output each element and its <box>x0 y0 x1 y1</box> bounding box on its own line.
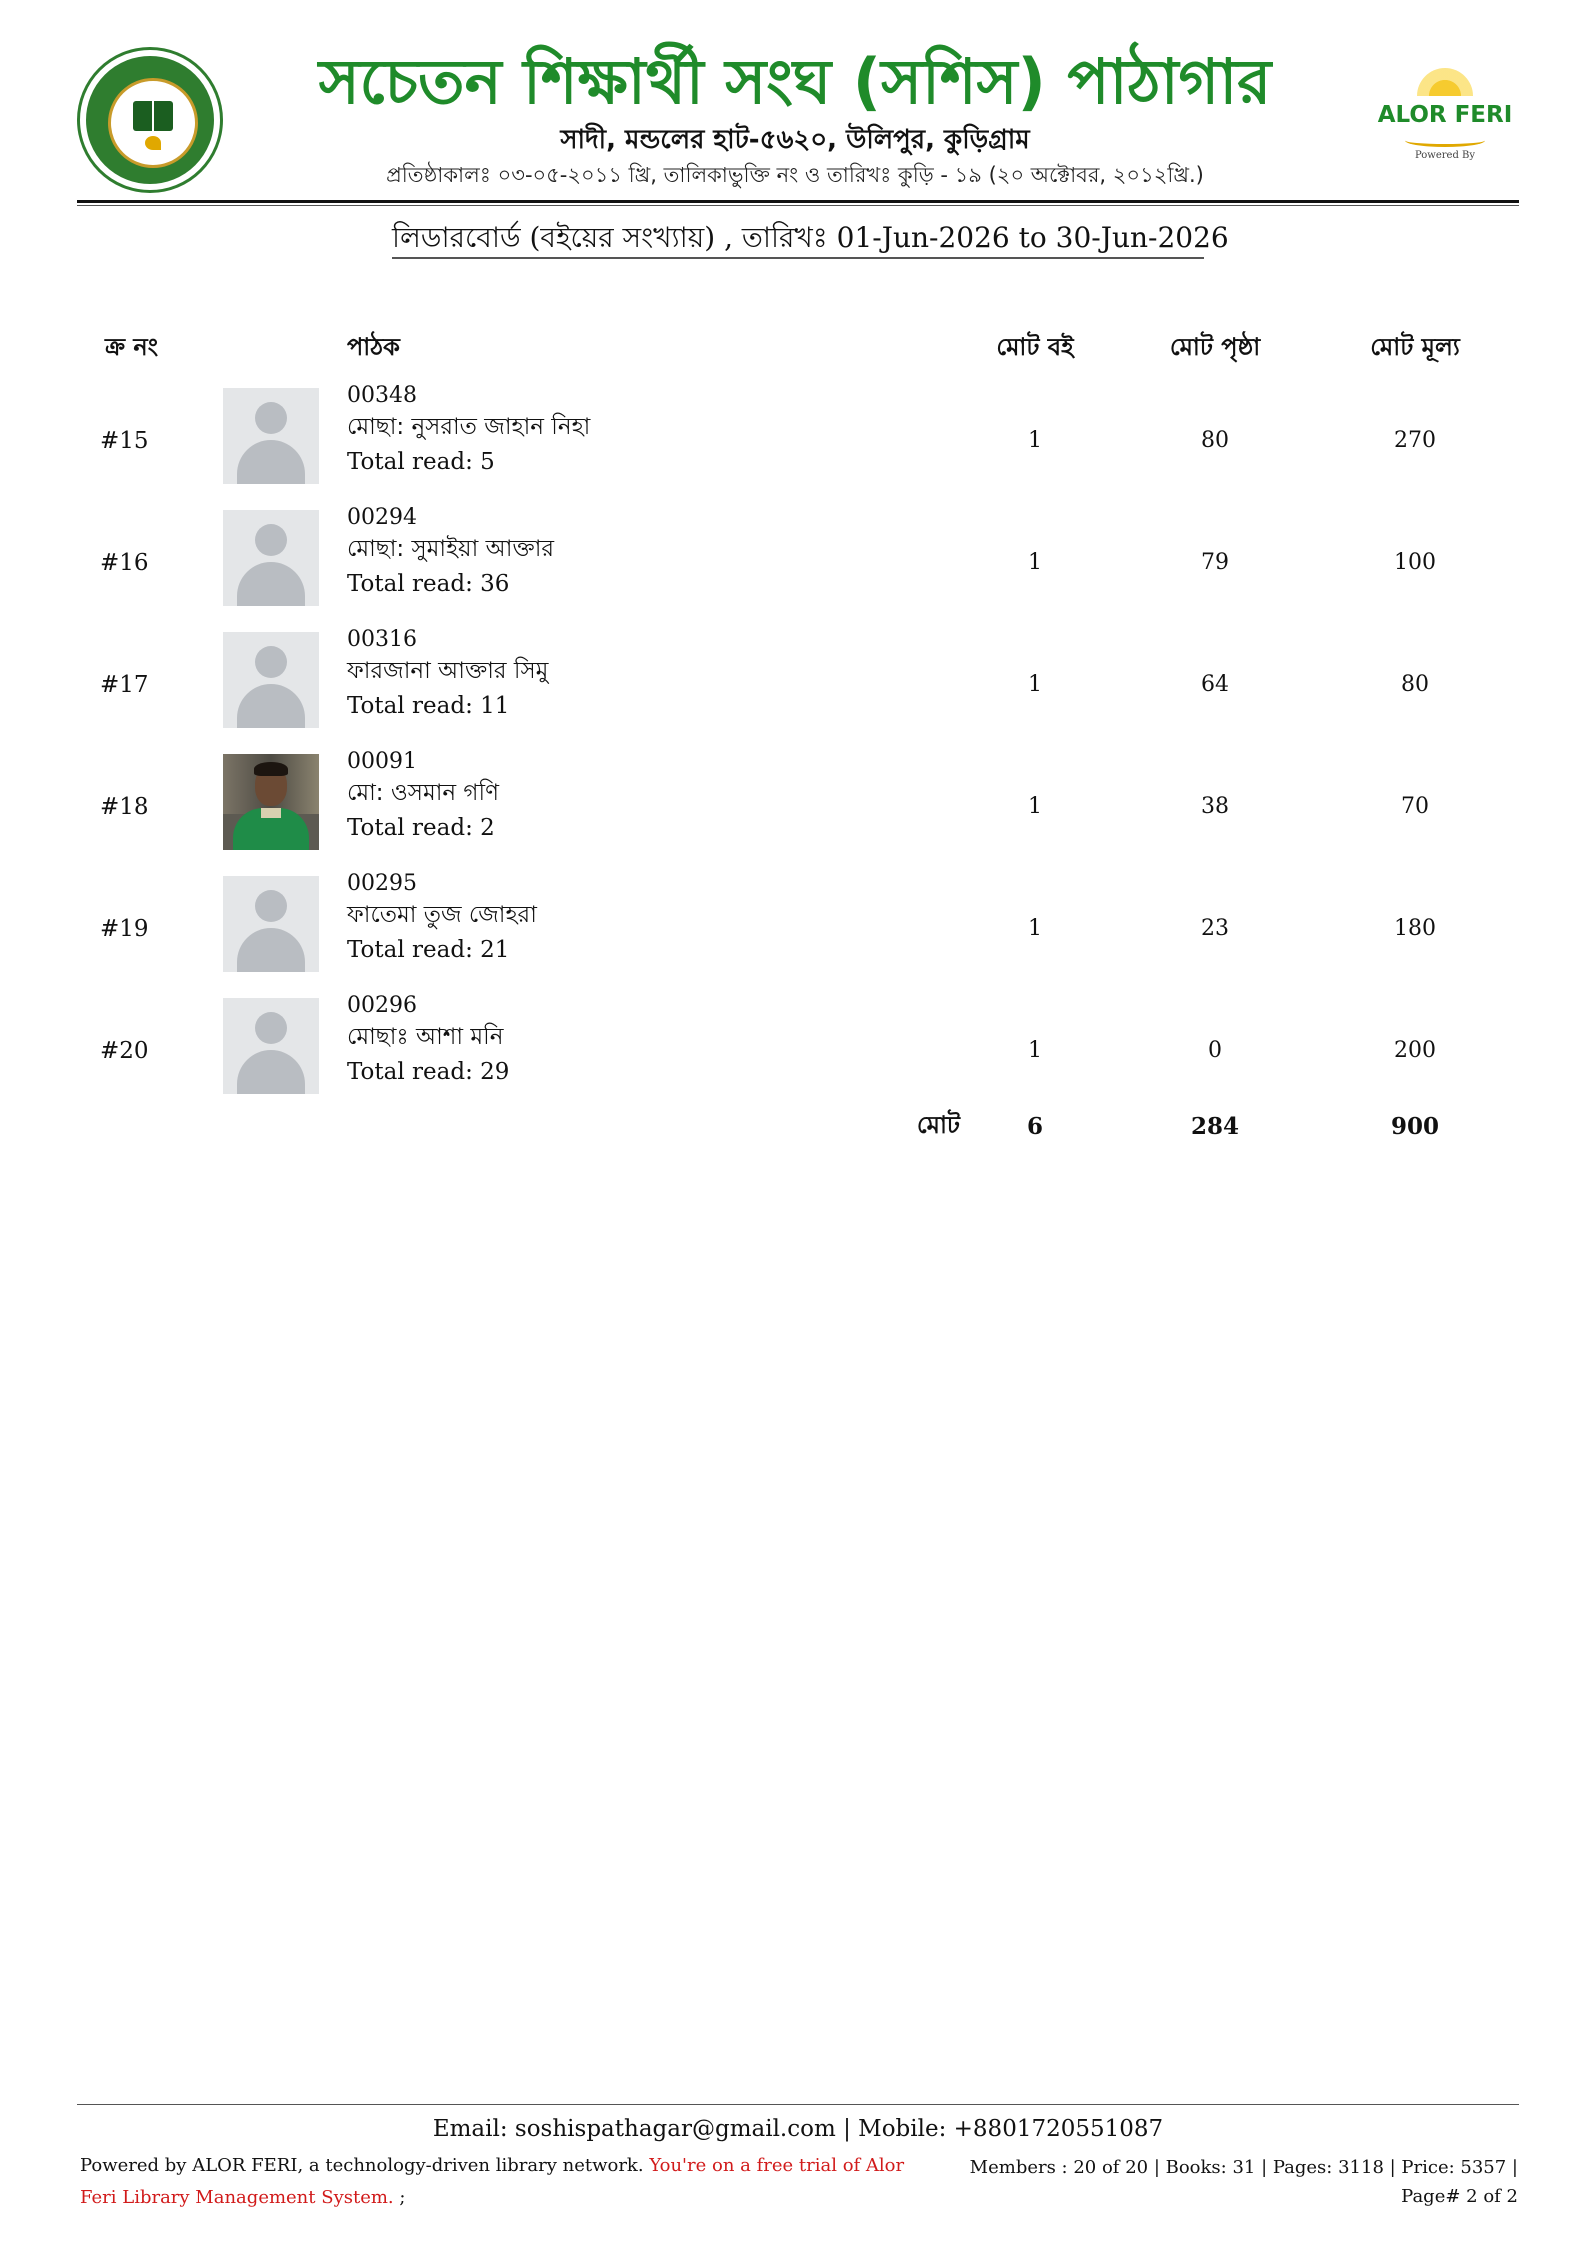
reader-name: মোছা: সুমাইয়া আক্তার <box>347 536 555 562</box>
total-read <box>347 690 509 722</box>
footer-contact: Email: soshispathagar@gmail.com | Mobile: +8801720551087 <box>432 2116 1164 2142</box>
table-row <box>0 627 1588 742</box>
books-cell: 1 <box>1028 428 1042 453</box>
seal-inner-emblem <box>108 78 198 168</box>
price-cell: 270 <box>1394 428 1436 453</box>
rank-number: #20 <box>100 1038 149 1064</box>
totals-price: 900 <box>1390 1113 1439 1140</box>
books-cell: 1 <box>1028 916 1042 941</box>
total-read <box>347 568 509 600</box>
header-divider-thin <box>77 205 1519 206</box>
reader-name: ফাতেমা তুজ জোহরা <box>347 902 537 928</box>
totals-books: 6 <box>1026 1113 1043 1140</box>
reader-id: 00316 <box>347 627 417 652</box>
books-cell: 1 <box>1028 672 1042 697</box>
reader-photo <box>223 754 319 850</box>
pages-cell: 38 <box>1201 794 1229 819</box>
header-reader: পাঠক <box>347 333 400 361</box>
total-read-label: Total read: <box>347 449 473 475</box>
total-read-label: Total read: <box>347 937 473 963</box>
total-read-label: Total read: <box>347 1059 473 1085</box>
total-read-value: 21 <box>480 937 510 963</box>
leaf-icon <box>145 136 161 150</box>
total-read-label: Total read: <box>347 693 473 719</box>
report-title: লিডারবোর্ড (বইয়ের সংখ্যায়) , তারিখঃ 01-Jun-2026 to 30-Jun-2026 <box>392 221 1229 254</box>
footer-powered-by <box>80 2150 940 2214</box>
library-seal-logo <box>80 50 220 190</box>
table-row <box>0 383 1588 498</box>
powered-by-text: Powered by ALOR FERI, a technology-driven library network. <box>80 2155 644 2176</box>
pages-cell: 23 <box>1201 916 1229 941</box>
pages-cell: 80 <box>1201 428 1229 453</box>
rank-number: #15 <box>100 428 149 454</box>
table-row <box>0 505 1588 620</box>
avatar-placeholder-icon <box>223 388 319 484</box>
pages-cell: 0 <box>1208 1038 1222 1063</box>
rank-number: #18 <box>100 794 149 820</box>
reader-id: 00348 <box>347 383 417 408</box>
avatar-placeholder-icon <box>223 998 319 1094</box>
header-total-pages: মোট পৃষ্ঠা <box>1169 333 1261 361</box>
sun-icon <box>1417 68 1473 96</box>
total-read-label: Total read: <box>347 815 473 841</box>
rank-number: #19 <box>100 916 149 942</box>
header-divider <box>77 200 1519 203</box>
books-cell: 1 <box>1028 794 1042 819</box>
reader-id: 00295 <box>347 871 417 896</box>
table-row <box>0 871 1588 986</box>
establishment-info: প্রতিষ্ঠাকালঃ ০৩-০৫-২০১১ খ্রি, তালিকাভুক্তি নং ও তারিখঃ কুড়ি - ১৯ (২০ অক্টোবর, ২০১২খ্রি.) <box>386 163 1204 187</box>
header-total-books: মোট বই <box>996 333 1074 361</box>
avatar-placeholder-icon <box>223 510 319 606</box>
pages-cell: 64 <box>1201 672 1229 697</box>
price-cell: 180 <box>1394 916 1436 941</box>
header-total-price: মোট মূল্য <box>1370 333 1460 361</box>
swoosh-icon <box>1405 134 1485 147</box>
rank-number: #17 <box>100 672 149 698</box>
total-read <box>347 446 495 478</box>
footer-stats: Members : 20 of 20 | Books: 31 | Pages: 3118 | Price: 5357 | <box>969 2157 1518 2178</box>
total-read <box>347 1056 509 1088</box>
avatar-placeholder-icon <box>223 632 319 728</box>
reader-name: মোছা: নুসরাত জাহান নিহা <box>347 414 591 440</box>
book-icon <box>133 101 173 131</box>
totals-pages: 284 <box>1190 1113 1239 1140</box>
table-row <box>0 749 1588 864</box>
reader-name: মোছাঃ আশা মনি <box>347 1024 504 1050</box>
total-read-value: 29 <box>480 1059 510 1085</box>
table-row <box>0 993 1588 1108</box>
total-read-value: 36 <box>480 571 510 597</box>
total-read-value: 5 <box>480 449 495 475</box>
library-title: সচেতন শিক্ষার্থী সংঘ (সশিস) পাঠাগার <box>318 45 1272 118</box>
price-cell: 70 <box>1401 794 1429 819</box>
reader-id: 00091 <box>347 749 417 774</box>
total-read-label: Total read: <box>347 571 473 597</box>
books-cell: 1 <box>1028 1038 1042 1063</box>
reader-name: মো: ওসমান গণি <box>347 780 499 806</box>
alor-feri-logo <box>1375 62 1515 172</box>
header-serial: ক্র নং <box>105 333 159 361</box>
reader-id: 00296 <box>347 993 417 1018</box>
total-read-value: 11 <box>480 693 510 719</box>
total-read-value: 2 <box>480 815 495 841</box>
report-title-underline <box>392 257 1204 259</box>
footer-divider <box>77 2104 1519 2105</box>
page-number: Page# 2 of 2 <box>1401 2186 1518 2207</box>
rank-number: #16 <box>100 550 149 576</box>
price-cell: 80 <box>1401 672 1429 697</box>
powered-by-suffix: ; <box>393 2187 406 2208</box>
total-read <box>347 812 495 844</box>
price-cell: 200 <box>1394 1038 1436 1063</box>
books-cell: 1 <box>1028 550 1042 575</box>
price-cell: 100 <box>1394 550 1436 575</box>
avatar-placeholder-icon <box>223 876 319 972</box>
total-read <box>347 934 509 966</box>
pages-cell: 79 <box>1201 550 1229 575</box>
free-trial-notice: You're on a free trial of Alor Feri Library Management System. <box>80 2155 905 2208</box>
totals-label: মোট <box>916 1111 960 1139</box>
reader-id: 00294 <box>347 505 417 530</box>
logo-subtext: Powered By <box>1414 150 1476 161</box>
library-address: সাদী, মন্ডলের হাট-৫৬২০, উলিপুর, কুড়িগ্রাম <box>560 125 1030 155</box>
reader-name: ফারজানা আক্তার সিমু <box>347 658 549 684</box>
logo-text: ALOR FERI <box>1377 102 1513 128</box>
